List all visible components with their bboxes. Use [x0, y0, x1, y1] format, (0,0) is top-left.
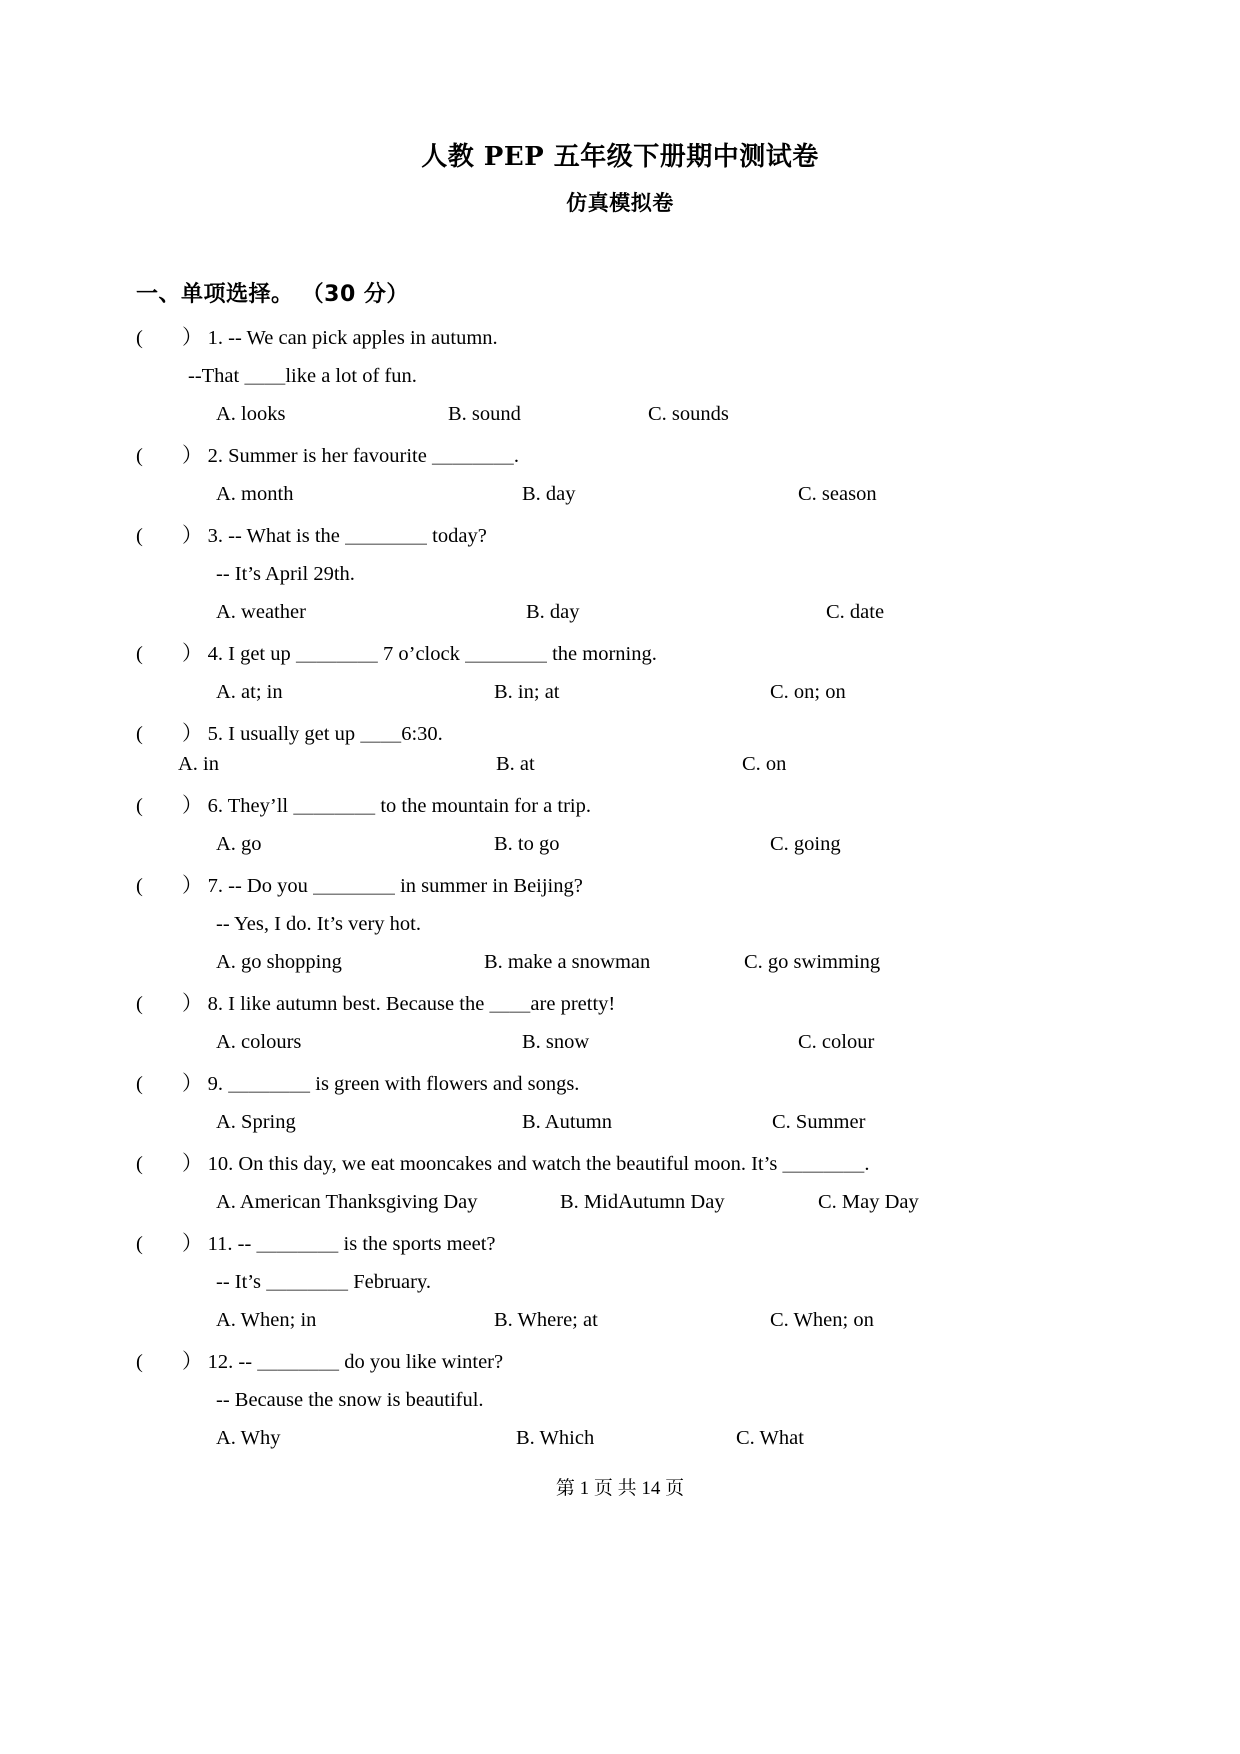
- option-b[interactable]: B. day: [522, 483, 576, 505]
- question-reply-line: -- Yes, I do. It’s very hot.: [216, 913, 421, 935]
- page-subtitle: 仿真模拟卷: [566, 191, 674, 215]
- option-a[interactable]: A. When; in: [216, 1309, 317, 1331]
- question-stem-text: ） 2. Summer is her favourite ＿＿＿＿.: [182, 445, 520, 467]
- answer-blank-parens[interactable]: (: [136, 1233, 143, 1255]
- question-stem-text: ） 5. I usually get up ＿＿6:30.: [182, 723, 443, 745]
- option-c[interactable]: C. on: [742, 753, 787, 775]
- page-content: [136, 0, 1104, 1452]
- question-stem: [136, 522, 1104, 550]
- question-item: [136, 990, 1104, 1056]
- question-options: [136, 1108, 1104, 1136]
- question-options: [136, 1306, 1104, 1334]
- answer-blank-parens[interactable]: (: [136, 875, 143, 897]
- option-a[interactable]: A. month: [216, 483, 294, 505]
- section-heading-multiple-choice: 一、单项选择。 （30 分）: [136, 282, 409, 307]
- question-options: [136, 598, 1104, 626]
- answer-blank-parens[interactable]: (: [136, 1073, 143, 1095]
- question-options: [136, 948, 1104, 976]
- question-stem: [136, 792, 1104, 820]
- question-item: [136, 720, 1104, 778]
- question-stem-text: ） 3. -- What is the ＿＿＿＿ today?: [182, 525, 487, 547]
- option-a[interactable]: A. in: [178, 753, 219, 775]
- question-stem: [136, 442, 1104, 470]
- question-stem-text: ） 10. On this day, we eat mooncakes and watch the beautiful moon. It’s ＿＿＿＿.: [182, 1153, 870, 1175]
- option-c[interactable]: C. May Day: [818, 1191, 919, 1213]
- question-options: [136, 480, 1104, 508]
- question-options: [136, 1188, 1104, 1216]
- option-a[interactable]: A. Why: [216, 1427, 281, 1449]
- question-stem: [136, 640, 1104, 668]
- question-options: [136, 678, 1104, 706]
- option-b[interactable]: B. day: [526, 601, 580, 623]
- option-b[interactable]: B. sound: [448, 403, 521, 425]
- answer-blank-parens[interactable]: (: [136, 723, 143, 745]
- question-options: [136, 750, 1104, 778]
- option-c[interactable]: C. date: [826, 601, 885, 623]
- question-stem: [136, 720, 1104, 748]
- question-stem-text: ） 8. I like autumn best. Because the ＿＿are pretty!: [182, 993, 616, 1015]
- page-title: 人教 PEP 五年级下册期中测试卷: [421, 142, 819, 172]
- option-b[interactable]: B. make a snowman: [484, 951, 651, 973]
- question-stem-text: ） 7. -- Do you ＿＿＿＿ in summer in Beijing?: [182, 875, 583, 897]
- question-item: [136, 1070, 1104, 1136]
- question-item: [136, 1230, 1104, 1334]
- option-b[interactable]: B. to go: [494, 833, 560, 855]
- option-c[interactable]: C. on; on: [770, 681, 846, 703]
- question-reply-line: --That ＿＿like a lot of fun.: [188, 365, 417, 387]
- question-stem-text: ） 9. ＿＿＿＿ is green with flowers and songs.: [182, 1073, 580, 1095]
- question-stem: [136, 1150, 1104, 1178]
- option-a[interactable]: A. at; in: [216, 681, 283, 703]
- option-a[interactable]: A. weather: [216, 601, 306, 623]
- question-stem-text: ） 1. -- We can pick apples in autumn.: [182, 327, 498, 349]
- question-item: [136, 522, 1104, 626]
- question-options: [136, 1028, 1104, 1056]
- option-c[interactable]: C. Summer: [772, 1111, 866, 1133]
- question-stem: [136, 1070, 1104, 1098]
- question-item: [136, 1150, 1104, 1216]
- option-b[interactable]: B. at: [496, 753, 535, 775]
- question-stem-text: ） 4. I get up ＿＿＿＿ 7 o’clock ＿＿＿＿ the morning.: [182, 643, 657, 665]
- option-b[interactable]: B. Autumn: [522, 1111, 612, 1133]
- option-a[interactable]: A. Spring: [216, 1111, 296, 1133]
- question-item: [136, 872, 1104, 976]
- option-b[interactable]: B. snow: [522, 1031, 590, 1053]
- question-stem-text: ） 12. -- ＿＿＿＿ do you like winter?: [182, 1351, 504, 1373]
- option-c[interactable]: C. What: [736, 1427, 804, 1449]
- question-options: [136, 1424, 1104, 1452]
- option-c[interactable]: C. going: [770, 833, 841, 855]
- option-b[interactable]: B. MidAutumn Day: [560, 1191, 725, 1213]
- option-c[interactable]: C. go swimming: [744, 951, 881, 973]
- question-stem-text: ） 6. They’ll ＿＿＿＿ to the mountain for a trip.: [182, 795, 591, 817]
- question-stem: [136, 1348, 1104, 1376]
- option-a[interactable]: A. American Thanksgiving Day: [216, 1191, 478, 1213]
- option-a[interactable]: A. go: [216, 833, 262, 855]
- question-list: [136, 324, 1104, 1452]
- question-item: [136, 324, 1104, 428]
- option-b[interactable]: B. in; at: [494, 681, 560, 703]
- option-a[interactable]: A. go shopping: [216, 951, 342, 973]
- answer-blank-parens[interactable]: (: [136, 993, 143, 1015]
- answer-blank-parens[interactable]: (: [136, 525, 143, 547]
- question-stem: [136, 324, 1104, 352]
- answer-blank-parens[interactable]: (: [136, 1153, 143, 1175]
- question-stem: [136, 1230, 1104, 1258]
- option-c[interactable]: C. When; on: [770, 1309, 874, 1331]
- question-options: [136, 830, 1104, 858]
- question-reply-line: -- It’s April 29th.: [216, 563, 355, 585]
- question-reply-line: -- Because the snow is beautiful.: [216, 1389, 484, 1411]
- title-block: [136, 140, 1104, 218]
- question-item: [136, 640, 1104, 706]
- question-stem: [136, 990, 1104, 1018]
- option-a[interactable]: A. colours: [216, 1031, 302, 1053]
- answer-blank-parens[interactable]: (: [136, 1351, 143, 1373]
- answer-blank-parens[interactable]: (: [136, 795, 143, 817]
- question-item: [136, 792, 1104, 858]
- option-c[interactable]: C. season: [798, 483, 877, 505]
- question-stem-text: ） 11. -- ＿＿＿＿ is the sports meet?: [182, 1233, 496, 1255]
- answer-blank-parens[interactable]: (: [136, 327, 143, 349]
- option-a[interactable]: A. looks: [216, 403, 286, 425]
- question-item: [136, 1348, 1104, 1452]
- question-reply-line: -- It’s ＿＿＿＿ February.: [216, 1271, 432, 1293]
- question-stem: [136, 872, 1104, 900]
- answer-blank-parens[interactable]: (: [136, 643, 143, 665]
- question-item: [136, 442, 1104, 508]
- option-c[interactable]: C. colour: [798, 1031, 875, 1053]
- answer-blank-parens[interactable]: (: [136, 445, 143, 467]
- option-b[interactable]: B. Which: [516, 1427, 595, 1449]
- option-b[interactable]: B. Where; at: [494, 1309, 598, 1331]
- question-options: [136, 400, 1104, 428]
- option-c[interactable]: C. sounds: [648, 403, 729, 425]
- page-footer: 第 1 页 共 14 页: [555, 1478, 685, 1499]
